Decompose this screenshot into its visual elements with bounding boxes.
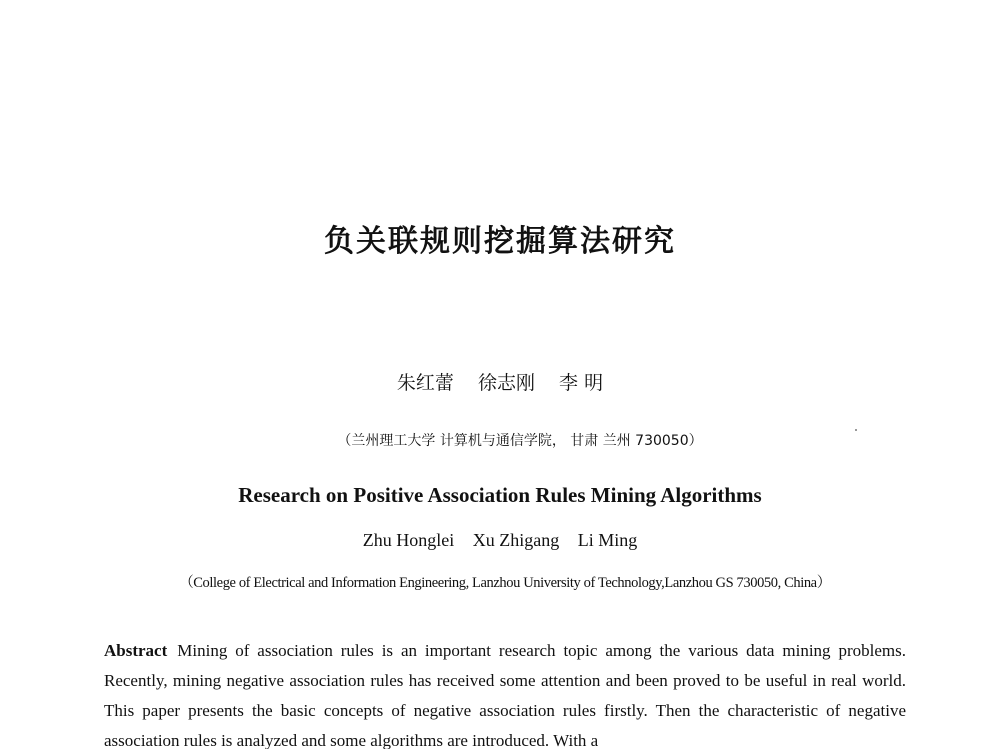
english-author: Xu Zhigang xyxy=(472,530,560,550)
chinese-title: 负关联规则挖掘算法研究 xyxy=(324,224,676,259)
english-author: Zhu Honglei xyxy=(362,530,455,550)
english-author: Li Ming xyxy=(577,530,638,550)
english-title: Research on Positive Association Rules Mining Algorithms xyxy=(238,483,762,507)
scan-speck xyxy=(855,429,857,431)
english-authors xyxy=(0,527,1000,553)
chinese-author: 徐志刚 xyxy=(477,372,535,394)
chinese-author: 朱红蕾 xyxy=(396,372,454,394)
chinese-author: 李 明 xyxy=(559,372,604,394)
english-affiliation: （College of Electrical and Information Engineering, Lanzhou University of Technology,Lanzhou GS 730050, China） xyxy=(179,575,831,591)
abstract-label: Abstract xyxy=(104,641,168,660)
chinese-affiliation: （兰州理工大学 计算机与通信学院， 甘肃 兰州 730050） xyxy=(337,433,703,449)
abstract-paragraph xyxy=(104,636,906,749)
chinese-authors xyxy=(0,368,1000,398)
abstract-text: Mining of association rules is an important research topic among the various data mining problems. Recently, mining negative association rules has received some attention and been proved to be useful in real world. This paper presents the basic concepts of negative association rules firstly. Then the characteristic of negative association rules is analyzed and some algorithms are introduced. With a xyxy=(104,641,906,749)
